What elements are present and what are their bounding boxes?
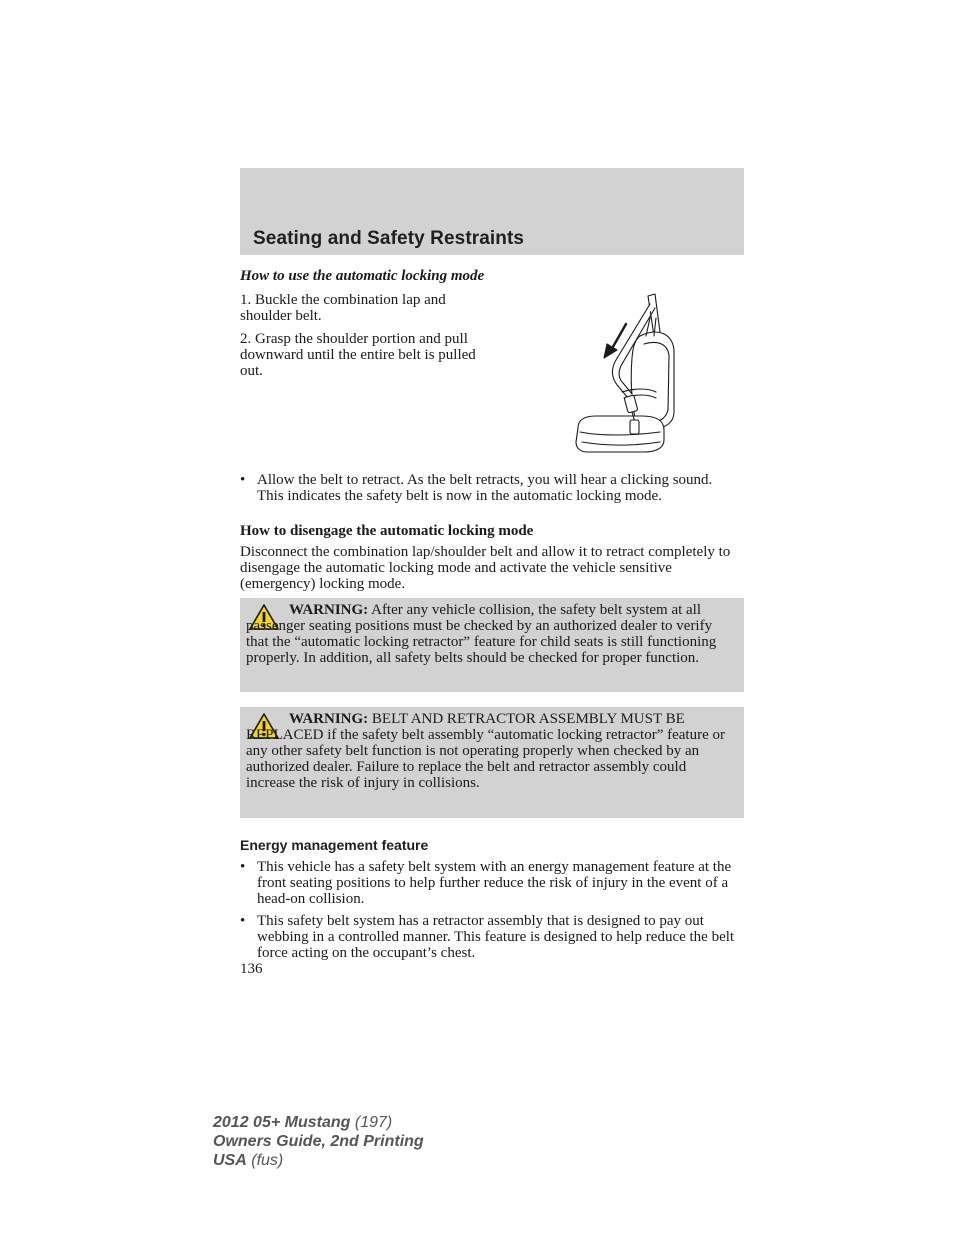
list-item xyxy=(240,472,740,504)
warning-label: WARNING: xyxy=(289,711,369,727)
bullet-text: Allow the belt to retract. As the belt retracts, you will hear a clicking sound. This indicates the safety belt is now in the automatic locking mode. xyxy=(257,472,713,504)
footer-line-2 xyxy=(213,1132,424,1151)
energy-heading: Energy management feature xyxy=(240,837,429,853)
page-number: 136 xyxy=(240,961,263,977)
seat-belt-illustration xyxy=(570,292,690,460)
footer-model: 2012 05+ Mustang xyxy=(213,1114,351,1131)
warning-body: After any vehicle collision, the safety belt system at all passenger seating positions must be checked by an authorized dealer to verify that the “automatic locking retractor” feature for child seats is still functioning properly. In addition, all safety belts should be checked for proper function. xyxy=(246,602,717,666)
warning-text xyxy=(246,602,738,666)
bullet-text: This vehicle has a safety belt system with an energy management feature at the front seating positions to help further reduce the risk of injury in the event of a head-on collision. xyxy=(257,859,732,907)
energy-bullets xyxy=(240,859,744,967)
warning-box-collision xyxy=(240,598,744,692)
footer-model-code: (197) xyxy=(354,1114,393,1131)
warning-box-replacement xyxy=(240,707,744,818)
bullet-marker: • xyxy=(240,472,246,488)
disengage-paragraph: Disconnect the combination lap/shoulder belt and allow it to retract completely to disengage the automatic locking mode and activate the vehicle sensitive (emergency) locking mode. xyxy=(240,544,731,592)
auto-lock-heading: How to use the automatic locking mode xyxy=(240,268,485,284)
step-2: 2. Grasp the shoulder portion and pull downward until the entire belt is pulled out. xyxy=(240,331,476,379)
bullet-marker: • xyxy=(240,859,246,875)
auto-lock-bullets xyxy=(240,472,740,510)
footer-line-1 xyxy=(213,1113,424,1132)
list-item xyxy=(240,913,744,961)
footer-guide: Owners Guide, 2nd Printing xyxy=(213,1133,424,1150)
warning-text xyxy=(246,711,738,791)
warning-label: WARNING: xyxy=(289,602,369,618)
list-item xyxy=(240,859,744,907)
footer-line-3 xyxy=(213,1151,424,1170)
step-1: 1. Buckle the combination lap and shoulder belt. xyxy=(240,292,446,324)
bullet-marker: • xyxy=(240,913,246,929)
document-footer xyxy=(213,1113,424,1170)
disengage-heading: How to disengage the automatic locking mode xyxy=(240,523,534,539)
bullet-text: This safety belt system has a retractor assembly that is designed to pay out webbing in a controlled manner. This feature is designed to help reduce the belt force acting on the occupant’s chest. xyxy=(257,913,735,961)
auto-lock-steps xyxy=(240,292,490,386)
footer-region: USA xyxy=(213,1152,247,1169)
warning-body: BELT AND RETRACTOR ASSEMBLY MUST BE REPLACED if the safety belt assembly “automatic locking retractor” feature or any other safety belt function is not operating properly when checked by an authorized dealer. Failure to replace the belt and retractor assembly could increase the risk of injury in collisions. xyxy=(246,711,725,791)
section-title: Seating and Safety Restraints xyxy=(253,228,525,249)
footer-region-code: (fus) xyxy=(251,1152,284,1169)
